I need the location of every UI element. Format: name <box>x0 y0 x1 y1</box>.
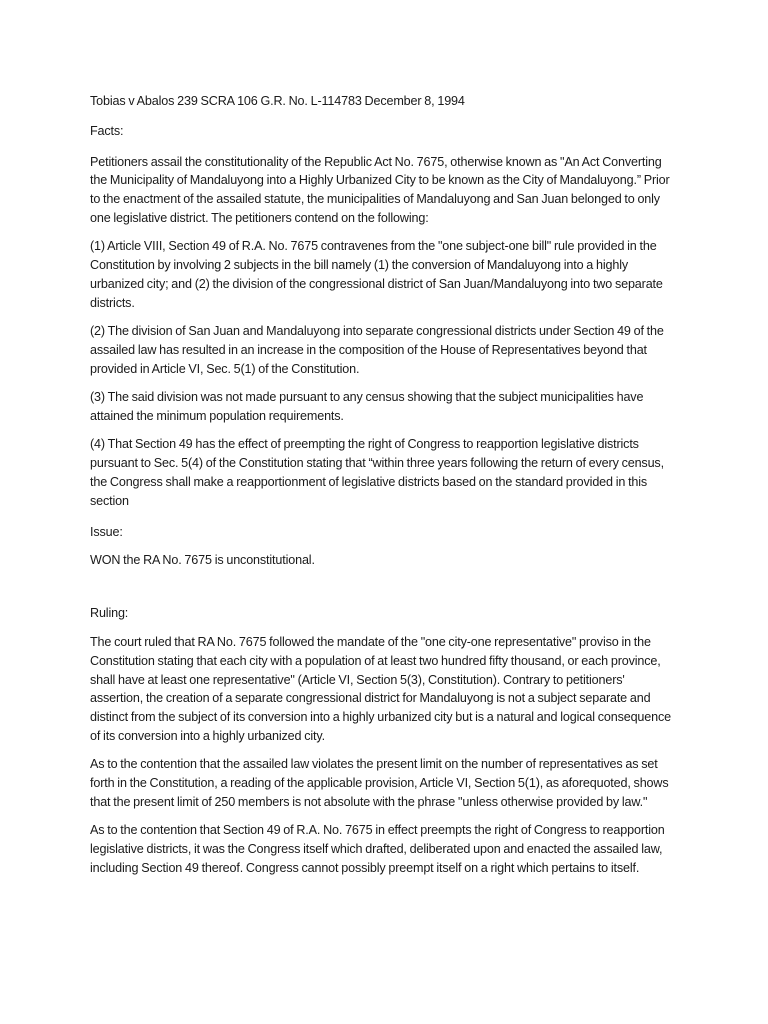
document-body <box>90 92 680 887</box>
facts-heading: Facts: <box>90 123 124 138</box>
contention-3-paragraph: (3) The said division was not made pursuant to any census showing that the subject municipalities have attained the minimum population requirements. <box>90 390 644 423</box>
issue-heading: Issue: <box>90 524 123 539</box>
ruling-paragraph-2: As to the contention that the assailed law violates the present limit on the number of representatives as set forth in the Constitution, a reading of the applicable provision, Article VI, Section 5(1), as aforequoted, shows that the present limit of 250 members is not absolute with the phrase "unless otherwise provided by law." <box>90 757 669 809</box>
ruling-heading: Ruling: <box>90 606 129 621</box>
facts-intro-paragraph: Petitioners assail the constitutionality of the Republic Act No. 7675, otherwise known as "An Act Converting the Municipality of Mandaluyong into a Highly Urbanized City to be known as the City of Mandaluyong.” Prior to the enactment of the assailed statute, the municipalities of Mandaluyong and San Juan belonged to only one legislative district. The petitioners contend on the following: <box>90 154 670 225</box>
contention-1-paragraph: (1) Article VIII, Section 49 of R.A. No. 7675 contravenes from the "one subject-one bill" rule provided in the Constitution by involving 2 subjects in the bill namely (1) the conversion of Mandaluyong into a highly urbanized city; and (2) the division of the congressional district of San Juan/Mandaluyong into two separate districts. <box>90 239 663 310</box>
contention-4-paragraph: (4) That Section 49 has the effect of preempting the right of Congress to reapportion legislative districts pursuant to Sec. 5(4) of the Constitution stating that “within three years following the return of every census, the Congress shall make a reapportionment of legislative districts based on the standard provided in this section <box>90 437 664 508</box>
contention-2-paragraph: (2) The division of San Juan and Mandaluyong into separate congressional districts under Section 49 of the assailed law has resulted in an increase in the composition of the House of Representatives beyond that provided in Article VI, Sec. 5(1) of the Constitution. <box>90 324 664 376</box>
ruling-paragraph-1: The court ruled that RA No. 7675 followed the mandate of the "one city-one representative" proviso in the Constitution stating that each city with a population of at least two hundred fifty thousand, or each province, shall have at least one representative" (Article VI, Section 5(3), Constitution). Contrary to petitioners' assertion, the creation of a separate congressional district for Mandaluyong is not a subject separate and distinct from the subject of its conversion into a highly urbanized city but is a natural and logical consequence of its conversion into a highly urbanized city. <box>90 634 671 743</box>
case-title: Tobias v Abalos 239 SCRA 106 G.R. No. L-114783 December 8, 1994 <box>90 94 465 108</box>
ruling-paragraph-3: As to the contention that Section 49 of R.A. No. 7675 in effect preempts the right of Congress to reapportion legislative districts, it was the Congress itself which drafted, deliberated upon and enacted the assailed law, including Section 49 thereof. Congress cannot possibly preempt itself on a right which pertains to itself. <box>90 823 665 875</box>
issue-paragraph: WON the RA No. 7675 is unconstitutional. <box>90 553 315 568</box>
